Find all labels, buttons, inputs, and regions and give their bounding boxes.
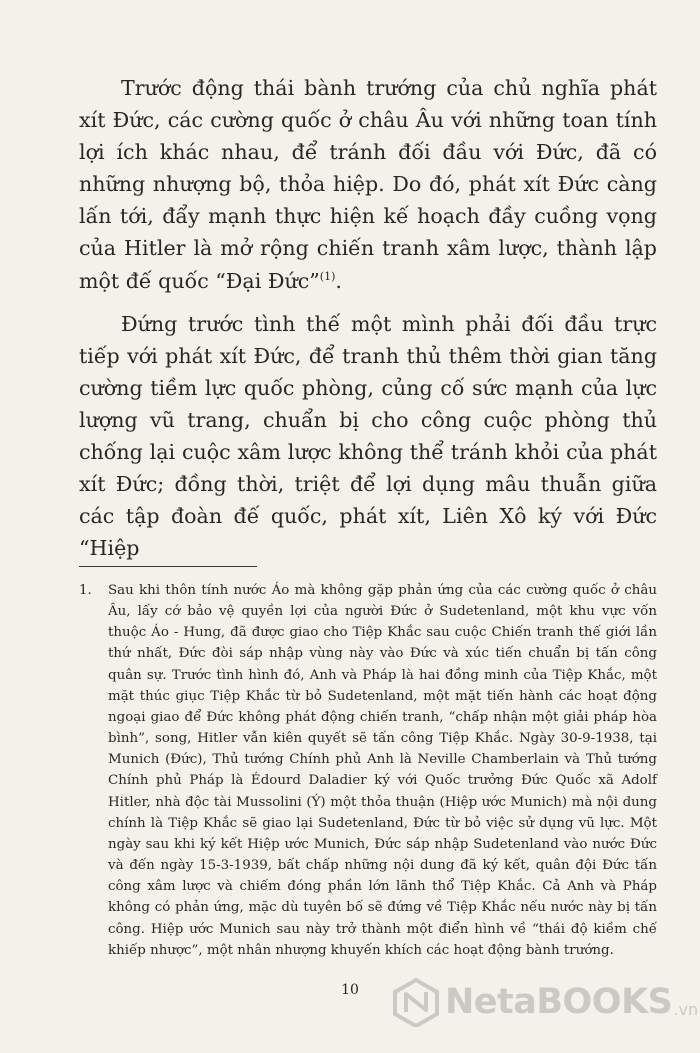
paragraph-2: Đứng trước tình thế một mình phải đối đầu trực tiếp với phát xít Đức, để tranh thủ thêm thời gian tăng cường tiềm lực quốc phòng, củng cố sức mạnh của lực lượng vũ trang, chuẩn bị cho công cuộc phòng thủ chống lại cuộc xâm lược không thể tránh khỏi của phát xít Đức; đồng thời, triệt để lợi dụng mâu thuẫn giữa các tập đoàn đế quốc, phát xít, Liên Xô ký với Đức “Hiệp [79,311,657,561]
page-number: 10 [341,982,359,998]
book-logo-icon [391,977,441,1027]
main-text [79,72,657,575]
paragraph-1-text: Trước động thái bành trướng của chủ nghĩa phát xít Đức, các cường quốc ở châu Âu với những toan tính lợi ích khác nhau, để tránh đối đầu với Đức, đã có những nhượng bộ, thỏa hiệp. Do đó, phát xít Đức càng lấn tới, đẩy mạnh thực hiện kế hoạch đầy cuồng vọng của Hitler là mở rộng chiến tranh xâm lược, thành lập một đế quốc “Đại Đức” [79,76,657,293]
footnote-text: Sau khi thôn tính nước Áo mà không gặp phản ứng của các cường quốc ở châu Âu, lấy cớ bảo vệ quyền lợi của người Đức ở Sudetenland, một khu vực vốn thuộc Áo - Hung, đã được giao cho Tiệp Khắc sau cuộc Chiến tranh thế giới lần thứ nhất, Đức đòi sáp nhập vùng này vào Đức và xúc tiến chuẩn bị tấn công quân sự. Trước tình hình đó, Anh và Pháp là hai đồng minh của Tiệp Khắc, một mặt thúc giục Tiệp Khắc từ bỏ Sudetenland, một mặt tiến hành các hoạt động ngoại giao để Đức không phát động chiến tranh, “chấp nhận một giải pháp hòa bình”, song, Hitler vẫn kiên quyết sẽ tấn công Tiệp Khắc. Ngày 30-9-1938, tại Munich (Đức), Thủ tướng Chính phủ Anh là Neville Chamberlain và Thủ tướng Chính phủ Pháp là Édourd Daladier ký với Quốc trưởng Đức Quốc xã Adolf Hitler, nhà độc tài Mussolini (Ý) một thỏa thuận (Hiệp ước Munich) mà nội dung chính là Tiệp Khắc sẽ giao lại Sudetenland, Đức từ bỏ việc sử dụng vũ lực. Một ngày sau khi ký kết Hiệp ước Munich, Đức sáp nhập Sudetenland vào nước Đức và đến ngày 15-3-1939, bất chấp những nội dung đã ký kết, quân đội Đức tấn công xâm lược và chiếm đóng phần lớn lãnh thổ Tiệp Khắc. Cả Anh và Pháp không có phản ứng, mặc dù tuyên bố sẽ đứng về Tiệp Khắc nếu nước này bị tấn công. Hiệp ước Munich sau này trở thành một điển hình về “thái độ kiềm chế khiếp nhược”, một nhân nhượng khuyến khích các hoạt động bành trướng. [108,583,657,958]
watermark-brand: NetaBOOKS [445,982,673,1022]
paragraph-1-end: . [335,268,342,293]
footnote [79,580,657,961]
footnote-separator [79,566,257,567]
paragraph-1 [79,72,657,297]
footnote-number: 1. [79,583,92,598]
watermark [391,975,699,1029]
footnote-reference: (1) [319,269,336,283]
watermark-suffix: .vn [673,999,699,1019]
